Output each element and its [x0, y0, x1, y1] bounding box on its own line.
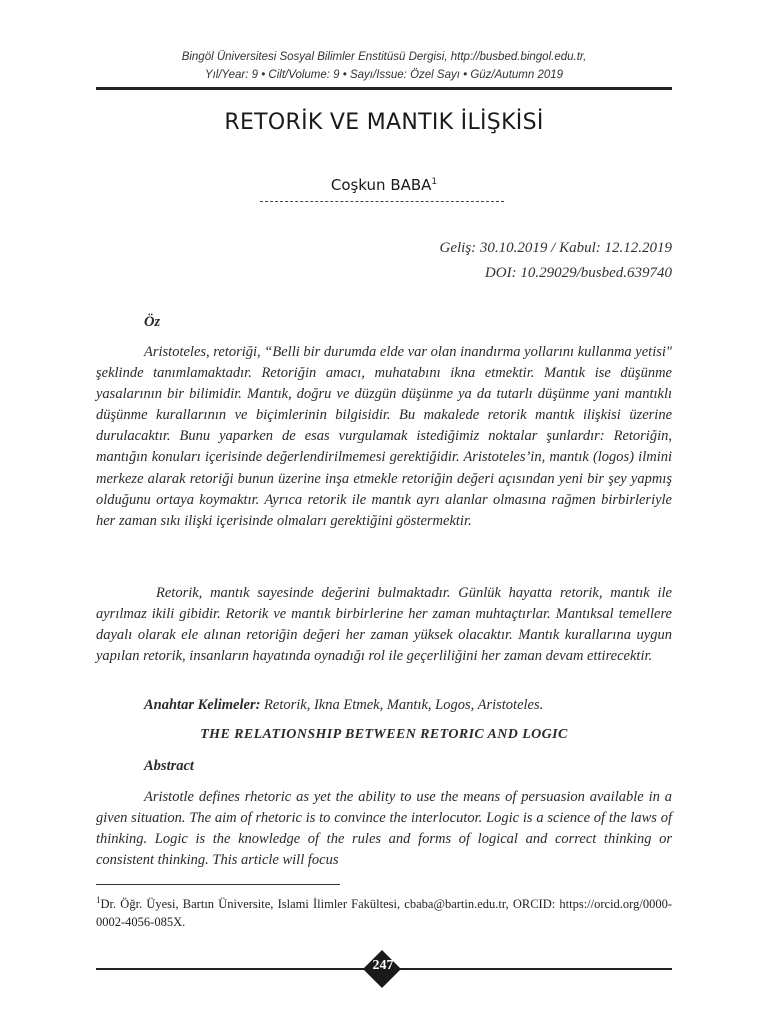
author — [96, 176, 672, 194]
oz-paragraph-1: Aristoteles, retoriği, “Belli bir durumda elde var olan inandırma yollarını kullanma yetisi" şeklinde tanımlamaktadır. Retoriğin amacı, muhatabını ikna etmektir. Mantık ise düşünme yasalarının bir bilimidir. Mantık, doğru ve düzgün düşünme ya da tutarlı düşünme yani mantıklı düşünme kurallarının ve biçimlerinin bilgisidir. Bu makalede retorik mantık ilişkisi üzerine durulacaktır. Bunu yaparken de esas vurgulamak istediğimiz noktalar şunlardır: Retoriğin, mantığın konuları içerisinde değerlendirilmemesi gerektiğidir. Aristoteles’in, mantık (logos) ilmini merkeze alarak retoriği bunun üzerine inşa etmekle retoriğin değeri açısından yeni bir şey yapmış olduğunu ortaya koymaktır. Ayrıca retorik ile mantık ayrı alanlar olmasına rağmen birbirleriyle her zaman sıkı ilişki içerisinde olmaları gerektiğini göstermektir. — [96, 344, 672, 529]
article-title: RETORİK VE MANTIK İLİŞKİSİ — [224, 110, 544, 135]
author-rule — [260, 201, 504, 202]
oz-heading: Öz — [144, 314, 161, 330]
keywords-text: Retorik, Ikna Etmek, Mantık, Logos, Aristoteles. — [260, 697, 544, 713]
keywords — [144, 697, 672, 714]
abstract-paragraph-1: Aristotle defines rhetoric as yet the ability to use the means of persuasion available in a given situation. The aim of rhetoric is to convince the interlocutor. Logic is a science of the laws of thinking. Logic is the knowledge of the rules and forms of logical and correct thinking or consistent thinking. This article will focus — [96, 789, 672, 869]
keywords-label: Anahtar Kelimeler: — [144, 697, 261, 713]
journal-header-line2: Yıl/Year: 9 • Cilt/Volume: 9 • Sayı/Issue: Özel Sayı • Güz/Autumn 2019 — [204, 69, 564, 81]
doi: DOI: 10.29029/busbed.639740 — [484, 265, 672, 281]
footnote-mark: 1 — [96, 895, 101, 905]
footnote-text: Dr. Öğr. Üyesi, Bartın Üniversite, Islami İlimler Fakültesi, cbaba@bartin.edu.tr, ORCID: https://orcid.org/0000-0002-4056-085X. — [96, 897, 672, 930]
page-number: 247 — [372, 958, 394, 973]
author-footnote-mark: 1 — [431, 177, 438, 187]
header-rule — [96, 87, 672, 90]
author-name: Coşkun BABA — [330, 176, 432, 194]
abstract-heading: Abstract — [144, 758, 194, 774]
journal-header-line1: Bingöl Üniversitesi Sosyal Bilimler Enstitüsü Dergisi, http://busbed.bingol.edu.tr, — [181, 51, 587, 63]
footnote — [96, 891, 672, 931]
oz-paragraph-2: Retorik, mantık sayesinde değerini bulmaktadır. Günlük hayatta retorik, mantık ile ayrılmaz ikili gibidir. Retorik ve mantık birbirlerine her zaman muhtaçtırlar. Mantıksal temellere dayalı olarak ele alınan retoriğin değeri her zaman yüksek olacaktır. Mantık kurallarına uygun yapılan retorik, insanların hayatında oynadığı rol ile geçerliliğini her zaman devam ettirecektir. — [96, 585, 672, 665]
english-title: THE RELATIONSHIP BETWEEN RETORIC AND LOGIC — [200, 727, 568, 742]
submission-dates: Geliş: 30.10.2019 / Kabul: 12.12.2019 — [439, 240, 672, 256]
footnote-rule — [96, 884, 340, 885]
journal-header — [96, 48, 672, 84]
